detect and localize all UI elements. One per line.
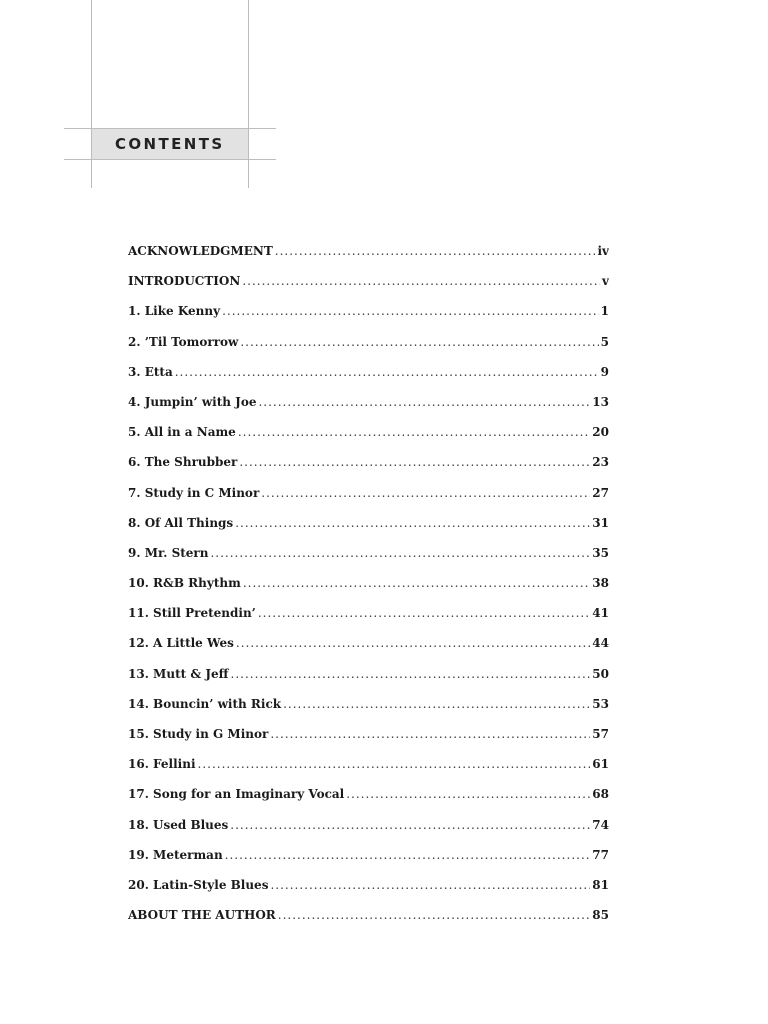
toc-entry-page-number: 74 [592,817,609,832]
toc-entry-page-number: 5 [600,334,609,349]
toc-entry-title: ABOUT THE AUTHOR [128,908,276,923]
toc-entry[interactable] [128,546,609,576]
dot-leader [346,787,590,801]
toc-entry-page-number: 31 [592,515,609,530]
toc-entry[interactable] [128,848,609,878]
toc-entry-title: 8. Of All Things [128,515,234,530]
toc-entry-title: 20. Latin-Style Blues [128,877,269,892]
toc-entry-title: 3. Etta [128,364,173,379]
toc-entry-title: 15. Study in G Minor [128,727,269,741]
toc-entry-page-number: 77 [592,847,609,862]
dot-leader [235,516,590,530]
toc-entry-page-number: 57 [592,727,609,741]
toc-entry[interactable] [128,304,609,334]
toc-entry-title: 13. Mutt & Jeff [128,666,229,681]
toc-entry-title: 2. ’Til Tomorrow [128,334,239,349]
toc-entry-page-number: 85 [592,908,609,923]
dot-leader [239,455,590,469]
dot-leader [258,606,590,620]
toc-entry[interactable] [128,274,609,304]
toc-entry-page-number: iv [597,244,609,258]
toc-entry[interactable] [128,335,609,365]
toc-entry-page-number: 44 [592,636,609,651]
toc-entry[interactable] [128,606,609,636]
toc-entry[interactable] [128,395,609,425]
toc-entry-page-number: 9 [600,364,609,379]
dot-leader [222,304,599,318]
toc-entry-title: 4. Jumpin’ with Joe [128,394,257,409]
toc-entry-title: 19. Meterman [128,847,223,862]
toc-entry-page-number: 27 [592,485,609,500]
toc-entry[interactable] [128,818,609,848]
toc-entry-title: 12. A Little Wes [128,636,234,651]
dot-leader [175,365,599,379]
toc-entry[interactable] [128,516,609,546]
dot-leader [210,546,590,560]
dot-leader [261,486,590,500]
dot-leader [230,818,590,832]
toc-entry-page-number: 23 [592,455,609,470]
toc-entry[interactable] [128,697,609,727]
dot-leader [240,335,598,349]
dot-leader [238,425,590,439]
dot-leader [275,244,596,258]
dot-leader [236,636,590,650]
toc-entry-title: 7. Study in C Minor [128,485,260,500]
toc-entry[interactable] [128,455,609,485]
toc-entry-title: 5. All in a Name [128,425,236,440]
dot-leader [198,757,591,771]
dot-leader [258,395,590,409]
decorative-horizontal-rule-bottom [64,159,276,160]
toc-entry[interactable] [128,365,609,395]
toc-entry-page-number: 81 [592,877,609,892]
toc-entry[interactable] [128,727,609,757]
toc-entry-title: 16. Fellini [128,757,196,772]
dot-leader [270,727,590,741]
toc-entry[interactable] [128,787,609,817]
toc-entry-title: INTRODUCTION [128,274,241,289]
toc-entry[interactable] [128,244,609,274]
toc-entry-page-number: 41 [592,606,609,621]
toc-entry-title: ACKNOWLEDGMENT [128,244,273,258]
toc-entry-page-number: 35 [592,545,609,560]
dot-leader [270,878,590,892]
toc-entry[interactable] [128,486,609,516]
toc-entry[interactable] [128,757,609,787]
toc-entry-page-number: 68 [592,787,609,802]
toc-entry-title: 10. R&B Rhythm [128,576,241,591]
table-of-contents [128,244,609,938]
toc-entry-title: 14. Bouncin’ with Rick [128,696,282,711]
toc-entry-page-number: 13 [592,394,609,409]
toc-entry[interactable] [128,878,609,908]
toc-entry[interactable] [128,908,609,938]
toc-entry-title: 6. The Shrubber [128,455,238,470]
dot-leader [283,697,590,711]
toc-entry-page-number: 50 [592,666,609,681]
toc-entry-title: 17. Song for an Imaginary Vocal [128,787,345,802]
dot-leader [278,908,591,922]
dot-leader [243,576,590,590]
page-title: CONTENTS [115,135,225,153]
toc-entry-page-number: v [602,274,609,289]
toc-entry-title: 18. Used Blues [128,817,229,832]
toc-entry[interactable] [128,667,609,697]
toc-entry-page-number: 38 [592,576,609,591]
dot-leader [231,667,591,681]
toc-entry[interactable] [128,576,609,606]
toc-entry-page-number: 20 [592,425,609,440]
toc-entry-page-number: 53 [592,696,609,711]
toc-entry[interactable] [128,636,609,666]
toc-entry-title: 1. Like Kenny [128,304,221,319]
toc-entry-title: 11. Still Pretendin’ [128,606,256,621]
toc-entry[interactable] [128,425,609,455]
toc-entry-page-number: 61 [592,757,609,772]
dot-leader [242,274,600,288]
toc-entry-page-number: 1 [600,304,609,319]
toc-entry-title: 9. Mr. Stern [128,545,209,560]
dot-leader [225,848,591,862]
